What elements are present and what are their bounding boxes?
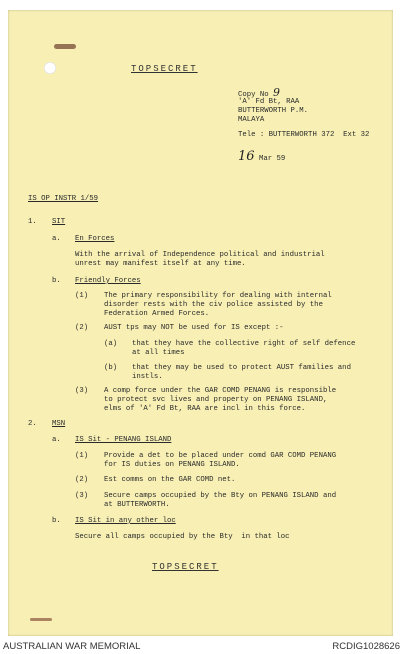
para-1b1-number: (1) <box>75 292 89 300</box>
para-2a-heading: IS Sit - PENANG ISLAND <box>75 436 172 444</box>
para-1b3-line-2: to protect svc lives and property on PENANG ISLAND, <box>104 396 328 404</box>
para-2a3-line-1: Secure camps occupied by the Bty on PENANG ISLAND and <box>104 492 337 500</box>
para-1b3-number: (3) <box>75 387 89 395</box>
section-2-heading: MSN <box>52 420 66 428</box>
para-1b1-line-1: The primary responsibility for dealing with internal <box>104 292 332 300</box>
para-1b-heading: Friendly Forces <box>75 277 141 285</box>
bottom-classification: TOPSECRET <box>152 562 219 572</box>
para-2a3-line-2: at BUTTERWORTH. <box>104 501 170 509</box>
para-2a-letter: a. <box>52 436 61 444</box>
telephone-line: Tele : BUTTERWORTH 372 Ext 32 <box>238 131 370 139</box>
copy-number-label: Copy No <box>238 91 269 99</box>
archive-footer <box>0 638 403 654</box>
para-1a-heading: En Forces <box>75 235 115 243</box>
para-1b1-line-2: disorder rests with the civ police assisted by the <box>104 301 323 309</box>
archive-reference: RCDIG1028626 <box>332 641 400 652</box>
para-1b2a-line-1: that they have the collective right of self defence <box>132 340 356 348</box>
para-1b3-line-3: elms of 'A' Fd Bt, RAA are incl in this force. <box>104 405 306 413</box>
para-2b-text: Secure all camps occupied by the Bty in that loc <box>75 533 290 541</box>
para-1a-line-2: unrest may manifest itself at any time. <box>75 260 246 268</box>
para-1b2a-letter: (a) <box>104 340 118 348</box>
para-1b1-line-3: Federation Armed Forces. <box>104 310 210 318</box>
para-1b3-line-1: A comp force under the GAR COMD PENANG is responsible <box>104 387 337 395</box>
para-1b2b-line-2: instls. <box>132 373 163 381</box>
para-2a2-number: (2) <box>75 476 89 484</box>
punch-hole <box>44 62 56 74</box>
para-2a1-line-1: Provide a det to be placed under comd GAR COMD PENANG <box>104 452 337 460</box>
unit-name: 'A' Fd Bt, RAA <box>238 98 300 106</box>
para-2a1-line-2: for IS duties on PENANG ISLAND. <box>104 461 240 469</box>
para-2a1-number: (1) <box>75 452 89 460</box>
para-1b-letter: b. <box>52 277 61 285</box>
para-1b2-text: AUST tps may NOT be used for IS except :- <box>104 324 284 332</box>
section-1-number: 1. <box>28 218 37 226</box>
para-1b2-number: (2) <box>75 324 89 332</box>
para-1b2a-line-2: at all times <box>132 349 185 357</box>
section-1-heading: SIT <box>52 218 66 226</box>
archive-name: AUSTRALIAN WAR MEMORIAL <box>3 641 141 652</box>
para-2b-letter: b. <box>52 517 61 525</box>
para-1b2b-line-1: that they may be used to protect AUST families and <box>132 364 351 372</box>
para-2a3-number: (3) <box>75 492 89 500</box>
section-2-number: 2. <box>28 420 37 428</box>
para-2a2-text: Est comms on the GAR COMD net. <box>104 476 236 484</box>
unit-country: MALAYA <box>238 116 265 124</box>
rust-mark-bottom <box>30 618 52 621</box>
unit-location: BUTTERWORTH P.M. <box>238 107 309 115</box>
copy-number-value: 9 <box>273 86 281 99</box>
top-classification: TOPSECRET <box>131 64 198 74</box>
para-1b2b-letter: (b) <box>104 364 118 372</box>
para-2b-heading: IS Sit in any other loc <box>75 517 176 525</box>
para-1a-line-1: With the arrival of Independence political and industrial <box>75 251 325 259</box>
rust-mark <box>54 44 76 49</box>
document-title: IS OP INSTR 1/59 <box>28 195 99 203</box>
document-date <box>238 149 286 164</box>
date-month-year: Mar 59 <box>258 155 286 163</box>
date-day: 16 <box>238 149 255 164</box>
para-1a-letter: a. <box>52 235 61 243</box>
document-page <box>8 10 393 636</box>
